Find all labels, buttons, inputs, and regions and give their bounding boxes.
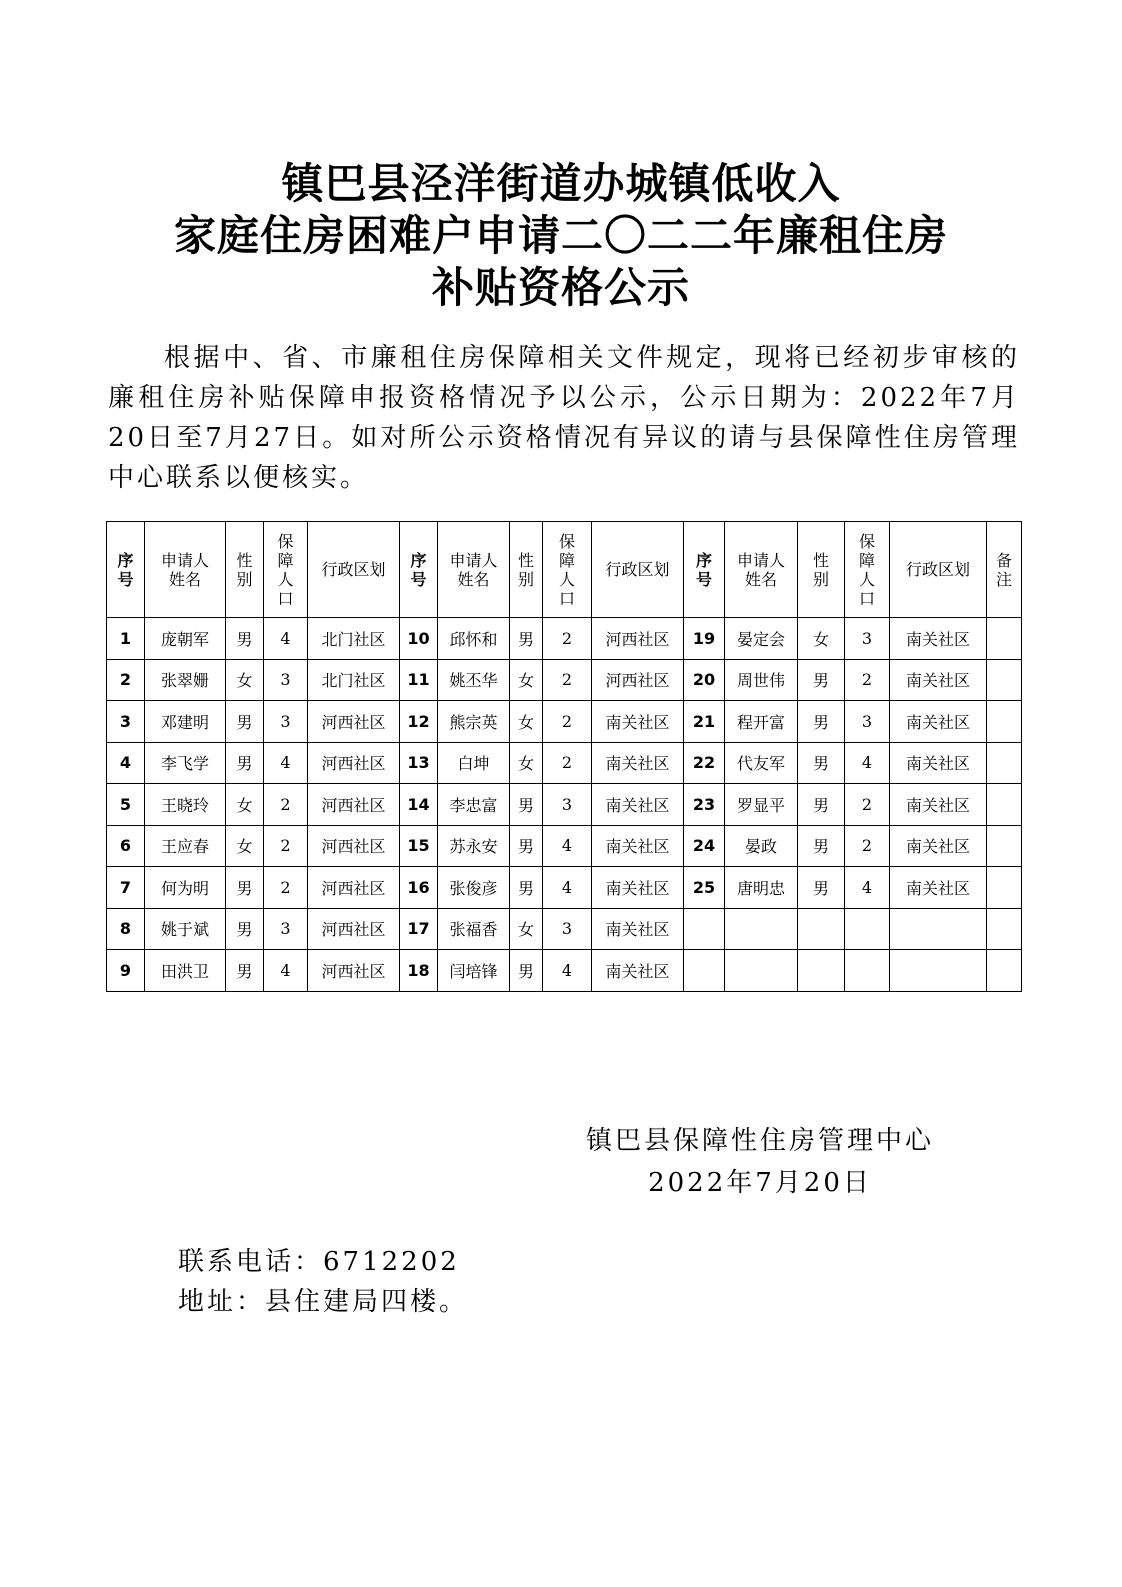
cell-name: 邓建明	[145, 701, 226, 743]
cell-name: 李忠富	[438, 784, 510, 826]
cell-district: 南关社区	[592, 742, 684, 784]
cell-district: 南关社区	[592, 950, 684, 992]
header-district	[308, 522, 400, 618]
cell-name: 苏永安	[438, 825, 510, 867]
cell-district: 南关社区	[890, 701, 987, 743]
cell-gender: 男	[226, 867, 264, 909]
table-body	[107, 618, 1022, 992]
cell-household: 3	[845, 701, 890, 743]
cell-seq: 4	[107, 742, 145, 784]
cell-district	[890, 950, 987, 992]
cell-name: 姚丕华	[438, 659, 510, 701]
cell-household: 4	[845, 742, 890, 784]
cell-seq: 20	[684, 659, 725, 701]
header-name-label: 申请人姓名	[449, 550, 498, 589]
cell-gender: 女	[510, 908, 543, 950]
cell-seq: 12	[400, 701, 438, 743]
header-seq	[400, 522, 438, 618]
cell-remark	[987, 701, 1022, 743]
cell-gender: 女	[798, 618, 845, 660]
cell-district: 北门社区	[308, 659, 400, 701]
cell-district	[890, 908, 987, 950]
cell-gender: 女	[510, 659, 543, 701]
cell-seq: 2	[107, 659, 145, 701]
header-name-label: 申请人姓名	[736, 550, 785, 589]
cell-district: 河西社区	[308, 825, 400, 867]
cell-household: 2	[264, 825, 308, 867]
cell-household: 2	[845, 784, 890, 826]
cell-seq: 16	[400, 867, 438, 909]
cell-gender: 女	[510, 742, 543, 784]
cell-name: 张福香	[438, 908, 510, 950]
cell-district: 河西社区	[308, 950, 400, 992]
cell-name: 王晓玲	[145, 784, 226, 826]
cell-gender: 男	[798, 742, 845, 784]
cell-remark	[987, 618, 1022, 660]
header-gender	[510, 522, 543, 618]
cell-seq: 18	[400, 950, 438, 992]
cell-gender: 男	[798, 784, 845, 826]
cell-name: 晏政	[725, 825, 798, 867]
cell-remark	[987, 742, 1022, 784]
contact-address: 地址：县住建局四楼。	[178, 1287, 469, 1317]
cell-gender: 男	[510, 867, 543, 909]
contact-phone: 联系电话：6712202	[178, 1247, 460, 1277]
cell-gender: 男	[226, 950, 264, 992]
title-line-2: 家庭住房困难户申请二〇二二年廉租住房	[173, 211, 948, 260]
cell-name: 代友军	[725, 742, 798, 784]
header-gender-label: 性别	[812, 550, 829, 589]
table-row	[107, 950, 1022, 992]
cell-household: 3	[543, 784, 592, 826]
cell-name: 姚于斌	[145, 908, 226, 950]
cell-gender: 男	[798, 825, 845, 867]
cell-household: 2	[543, 618, 592, 660]
cell-household: 2	[543, 701, 592, 743]
cell-name: 熊宗英	[438, 701, 510, 743]
cell-gender: 男	[798, 867, 845, 909]
cell-name: 张俊彦	[438, 867, 510, 909]
cell-seq: 7	[107, 867, 145, 909]
contact-block	[178, 1242, 468, 1322]
cell-seq: 9	[107, 950, 145, 992]
header-district-label: 行政区划	[905, 560, 970, 579]
cell-district: 南关社区	[890, 742, 987, 784]
cell-household: 2	[543, 659, 592, 701]
header-district	[592, 522, 684, 618]
cell-gender: 男	[510, 784, 543, 826]
cell-seq: 21	[684, 701, 725, 743]
cell-name: 周世伟	[725, 659, 798, 701]
header-household	[845, 522, 890, 618]
cell-remark	[987, 908, 1022, 950]
cell-household: 3	[264, 908, 308, 950]
signature-block	[540, 1120, 980, 1204]
cell-gender: 女	[226, 659, 264, 701]
cell-seq: 15	[400, 825, 438, 867]
cell-gender	[798, 908, 845, 950]
cell-seq: 13	[400, 742, 438, 784]
cell-gender: 男	[798, 659, 845, 701]
header-name	[725, 522, 798, 618]
cell-household: 4	[845, 867, 890, 909]
issue-date: 2022年7月20日	[648, 1168, 872, 1198]
cell-district: 南关社区	[592, 908, 684, 950]
applicant-table	[106, 521, 1022, 992]
cell-district: 河西社区	[592, 659, 684, 701]
title-line-3: 补贴资格公示	[431, 263, 690, 312]
cell-seq: 23	[684, 784, 725, 826]
header-seq	[107, 522, 145, 618]
cell-district: 河西社区	[592, 618, 684, 660]
cell-remark	[987, 950, 1022, 992]
cell-gender: 女	[510, 701, 543, 743]
cell-household: 3	[264, 659, 308, 701]
header-seq-label: 序号	[695, 550, 712, 589]
header-remark-label: 备注	[995, 550, 1012, 589]
table-header-row	[107, 522, 1022, 618]
table-row	[107, 867, 1022, 909]
header-gender-label: 性别	[517, 550, 534, 589]
cell-seq	[684, 950, 725, 992]
header-gender	[798, 522, 845, 618]
cell-gender: 男	[510, 950, 543, 992]
table-row	[107, 908, 1022, 950]
cell-household: 2	[845, 659, 890, 701]
cell-gender: 男	[510, 825, 543, 867]
table-row	[107, 825, 1022, 867]
cell-seq: 24	[684, 825, 725, 867]
issuing-organization: 镇巴县保障性住房管理中心	[585, 1126, 934, 1156]
header-household-label: 保障人口	[558, 531, 575, 608]
cell-district: 北门社区	[308, 618, 400, 660]
cell-district: 河西社区	[308, 784, 400, 826]
cell-household: 4	[264, 618, 308, 660]
cell-district: 南关社区	[890, 867, 987, 909]
cell-name: 程开富	[725, 701, 798, 743]
header-gender	[226, 522, 264, 618]
cell-name: 白坤	[438, 742, 510, 784]
header-seq	[684, 522, 725, 618]
cell-name: 晏定会	[725, 618, 798, 660]
table-row	[107, 659, 1022, 701]
cell-seq: 22	[684, 742, 725, 784]
cell-seq: 17	[400, 908, 438, 950]
table-row	[107, 742, 1022, 784]
cell-district: 南关社区	[592, 825, 684, 867]
cell-household: 3	[264, 701, 308, 743]
cell-name: 庞朝军	[145, 618, 226, 660]
cell-household: 4	[543, 867, 592, 909]
cell-district: 南关社区	[592, 867, 684, 909]
header-household-label: 保障人口	[277, 531, 294, 608]
cell-household: 4	[543, 950, 592, 992]
cell-gender: 男	[226, 742, 264, 784]
cell-seq: 3	[107, 701, 145, 743]
cell-seq: 1	[107, 618, 145, 660]
cell-household: 2	[845, 825, 890, 867]
cell-district: 南关社区	[890, 618, 987, 660]
cell-household: 4	[264, 950, 308, 992]
header-district-label: 行政区划	[321, 560, 386, 579]
header-district	[890, 522, 987, 618]
cell-seq	[684, 908, 725, 950]
cell-name	[725, 950, 798, 992]
cell-gender: 男	[226, 701, 264, 743]
cell-name: 张翠姗	[145, 659, 226, 701]
cell-name: 王应春	[145, 825, 226, 867]
cell-name: 闫培锋	[438, 950, 510, 992]
table-row	[107, 784, 1022, 826]
cell-district: 南关社区	[592, 784, 684, 826]
cell-seq: 6	[107, 825, 145, 867]
cell-name: 唐明忠	[725, 867, 798, 909]
cell-district: 南关社区	[890, 784, 987, 826]
cell-gender: 女	[226, 825, 264, 867]
cell-name: 罗显平	[725, 784, 798, 826]
notice-paragraph: 根据中、省、市廉租住房保障相关文件规定，现将已经初步审核的廉租住房补贴保障申报资格情况予以公示，公示日期为：2022年7月20日至7月27日。如对所公示资格情况有异议的请与县保障性住房管理中心联系以便核实。	[108, 343, 1020, 493]
cell-seq: 14	[400, 784, 438, 826]
header-household-label: 保障人口	[858, 531, 875, 608]
cell-gender: 男	[226, 618, 264, 660]
cell-name: 李飞学	[145, 742, 226, 784]
header-gender-label: 性别	[236, 550, 253, 589]
header-name-label: 申请人姓名	[160, 550, 209, 589]
cell-district: 河西社区	[308, 701, 400, 743]
table-row	[107, 618, 1022, 660]
cell-name: 邱怀和	[438, 618, 510, 660]
cell-gender: 男	[510, 618, 543, 660]
cell-household: 3	[845, 618, 890, 660]
cell-district: 南关社区	[890, 825, 987, 867]
cell-household	[845, 950, 890, 992]
cell-household	[845, 908, 890, 950]
cell-seq: 19	[684, 618, 725, 660]
cell-seq: 11	[400, 659, 438, 701]
header-name	[145, 522, 226, 618]
document-title	[0, 158, 1122, 314]
cell-district: 河西社区	[308, 867, 400, 909]
header-district-label: 行政区划	[605, 560, 670, 579]
header-seq-label: 序号	[410, 550, 427, 589]
cell-household: 2	[543, 742, 592, 784]
cell-remark	[987, 825, 1022, 867]
cell-name: 何为明	[145, 867, 226, 909]
cell-gender	[798, 950, 845, 992]
cell-name: 田洪卫	[145, 950, 226, 992]
cell-name	[725, 908, 798, 950]
table-row	[107, 701, 1022, 743]
cell-household: 2	[264, 784, 308, 826]
cell-district: 南关社区	[890, 659, 987, 701]
cell-household: 4	[543, 825, 592, 867]
cell-seq: 8	[107, 908, 145, 950]
cell-remark	[987, 784, 1022, 826]
header-household	[264, 522, 308, 618]
header-name	[438, 522, 510, 618]
header-remark	[987, 522, 1022, 618]
cell-seq: 10	[400, 618, 438, 660]
cell-district: 河西社区	[308, 908, 400, 950]
cell-gender: 女	[226, 784, 264, 826]
cell-district: 河西社区	[308, 742, 400, 784]
cell-remark	[987, 867, 1022, 909]
header-seq-label: 序号	[117, 550, 134, 589]
title-line-1: 镇巴县泾洋街道办城镇低收入	[281, 159, 841, 208]
cell-gender: 男	[226, 908, 264, 950]
cell-household: 4	[264, 742, 308, 784]
cell-household: 2	[264, 867, 308, 909]
cell-district: 南关社区	[592, 701, 684, 743]
cell-seq: 5	[107, 784, 145, 826]
cell-gender: 男	[798, 701, 845, 743]
header-household	[543, 522, 592, 618]
cell-seq: 25	[684, 867, 725, 909]
cell-household: 3	[543, 908, 592, 950]
cell-remark	[987, 659, 1022, 701]
